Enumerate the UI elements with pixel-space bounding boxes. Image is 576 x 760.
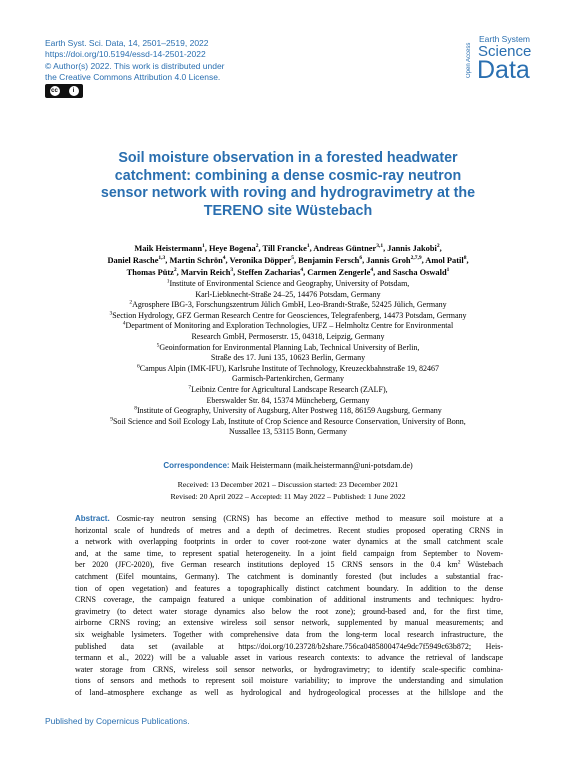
dates-line: Received: 13 December 2021 – Discussion started: 23 December 2021	[177, 480, 399, 489]
correspondence-email[interactable]: Maik Heistermann (maik.heistermann@uni-potsdam.de)	[231, 461, 413, 470]
abstract-line: ber 2020 (JFC-2020), five German research institutions deployed 15 CRNS sensors in the 0.4 $km^2$ Wüstebach	[75, 559, 503, 570]
affiliation-line: Eberswalder Str. 84, 15374 Müncheberg, Germany	[206, 395, 370, 405]
abstract-line: water storage from CRNS, wireless soil sensor networks, or hydrogravimetry; to identify scale-specific combina-	[75, 664, 503, 674]
abstract-line: airborne CRNS roving; an extensive wireless soil sensor network, supplemented by manual measurements; and	[75, 618, 503, 628]
affiliation-line: Karl-Liebknecht-Straße 24–25, 14476 Potsdam, Germany	[195, 289, 381, 299]
affiliation-list	[40, 279, 536, 438]
abstract-line: termann et al., 2022) will be a valuable asset in various research contexts: to advance the retrieval of landscape	[75, 653, 503, 663]
author-line: Daniel Rasche$^{1,3}$, Martin Schrön$^4$, Veronika Döpper$^5$, Benjamin Fersch$^6$, Jannis Groh$^{2,7,9}$, Amol Patil$^8$,	[107, 255, 469, 265]
paper-title	[60, 150, 516, 220]
affiliation-line: Research GmbH, Permoserstr. 15, 04318, Leipzig, Germany	[191, 331, 385, 341]
abstract	[75, 513, 503, 699]
abstract-line: of land–atmosphere exchange as well as hydrological and hydrogeological processes at the hillslope and the	[75, 687, 503, 697]
abstract-line: a network with overlapping footprints in order to cover root-zone water dynamics at the small catchment scale	[75, 537, 503, 547]
open-access-label: Open Access	[466, 42, 472, 78]
logo-line-3: Data	[477, 56, 530, 84]
title-line: Soil moisture observation in a forested headwater	[118, 150, 458, 166]
correspondence-label: Correspondence:	[163, 461, 230, 470]
license-line[interactable]: the Creative Commons Attribution 4.0 License.	[45, 72, 221, 83]
logo-line-2: Science	[478, 43, 532, 60]
affiliation-line: $^3$Section Hydrology, GFZ German Research Centre for Geosciences, Telegrafenberg, 14473 Potsdam, Germany	[109, 310, 467, 320]
affiliation-line: $^5$Geoinformation for Environmental Planning Lab, Technical University of Berlin,	[156, 341, 420, 352]
correspondence	[40, 461, 536, 470]
abstract-line: catchment (Eifel mountains, Germany). The catchment is dominantly forested (but includes a substantial frac-	[75, 571, 503, 581]
affiliation-line: $^7$Leibniz Centre for Agricultural Landscape Research (ZALF),	[188, 384, 388, 394]
cc-icon: cc	[51, 88, 58, 94]
author-list	[40, 243, 536, 279]
cc-by-license-badge[interactable]	[45, 84, 83, 98]
affiliation-line: $^2$Agrosphere IBG-3, Forschungszentrum Jülich GmbH, Leo-Brandt-Straße, 52425 Jülich, Germany	[129, 299, 447, 310]
publisher-footer: Published by Copernicus Publications.	[45, 716, 190, 726]
doi-link[interactable]: https://doi.org/10.5194/essd-14-2501-2022	[45, 49, 206, 60]
abstract-text: Cosmic-ray neutron sensing (CRNS) has become an effective method to measure soil moisture at a	[109, 514, 503, 523]
author-line: Maik Heistermann$^1$, Heye Bogena$^2$, Till Francke$^1$, Andreas Güntner$^{3,1}$, Jannis Jakobi$^2$,	[134, 243, 442, 253]
abstract-line: and, at the same time, to represent spatial heterogeneity. In a joint field campaign from September to Novem-	[75, 548, 503, 558]
affiliation-line: $^4$Department of Monitoring and Exploration Technologies, UFZ – Helmholtz Centre for Environmental	[122, 320, 454, 331]
author-line: Thomas Pütz$^2$, Marvin Reich$^3$, Steffen Zacharias$^4$, Carmen Zengerle$^4$, and Sascha Oswald$^1$	[126, 267, 450, 277]
affiliation-line: $^6$Campus Alpin (IMK-IFU), Karlsruhe Institute of Technology, Kreuzeckbahnstraße 19, 82467	[137, 363, 439, 373]
citation-line: Earth Syst. Sci. Data, 14, 2501–2519, 2022	[45, 38, 209, 48]
affiliation-line: $^8$Institute of Geography, University of Augsburg, Alter Postweg 118, 86159 Augsburg, Germany	[134, 405, 442, 416]
abstract-label: Abstract.	[75, 514, 110, 523]
attribution-icon: i	[69, 86, 79, 96]
affiliation-line: Straße des 17. Juni 135, 10623 Berlin, Germany	[210, 353, 366, 363]
abstract-line: tion of open vegetation) and features a topographically distinct catchment boundary. In addition to the dense	[75, 583, 503, 593]
affiliation-line: $^1$Institute of Environmental Science and Geography, University of Potsdam,	[166, 278, 410, 288]
affiliation-line: Garmisch-Partenkirchen, Germany	[232, 374, 344, 384]
abstract-line: horizontal scale of hundreds of metres and a depth of decimetres. Recent studies proposed operating CRNS in	[75, 525, 503, 535]
abstract-line: tions of sensors and methods to represent soil moisture variability; to improve the understanding and simulation	[75, 676, 503, 686]
dates-line: Revised: 20 April 2022 – Accepted: 11 May 2022 – Published: 1 June 2022	[170, 492, 406, 501]
abstract-line	[75, 513, 503, 525]
abstract-line: published data set (available at https://doi.org/10.23728/b2share.756ca0485800474e9dc7f5949c63b872; Heis-	[75, 641, 503, 651]
journal-header	[45, 38, 225, 84]
title-line: sensor network with roving and hydrogravimetry at the	[100, 185, 476, 201]
abstract-line: gravimetry (to detect water storage dynamics also below the root zone); ground-based and, for the first time,	[75, 606, 503, 616]
affiliation-line: Nussallee 13, 53115 Bonn, Germany	[229, 427, 347, 437]
title-line: TERENO site Wüstebach	[203, 202, 373, 219]
publication-dates	[40, 479, 536, 503]
affiliation-line: $^9$Soil Science and Soil Ecology Lab, Institute of Crop Science and Resource Conservation, University of Bonn,	[110, 416, 466, 426]
title-line: catchment: combining a dense cosmic-ray neutron	[114, 167, 462, 184]
abstract-line: CRNS coverage, the campaign featured a unique combination of additional instruments and techniques: hydro-	[75, 595, 503, 605]
logo-line-1: Earth System	[479, 34, 531, 44]
abstract-line: six weighable lysimeters. Together with comprehensive data from the long-term local research infrastructure, the	[75, 629, 503, 639]
copyright-line: © Author(s) 2022. This work is distributed under	[45, 60, 225, 71]
